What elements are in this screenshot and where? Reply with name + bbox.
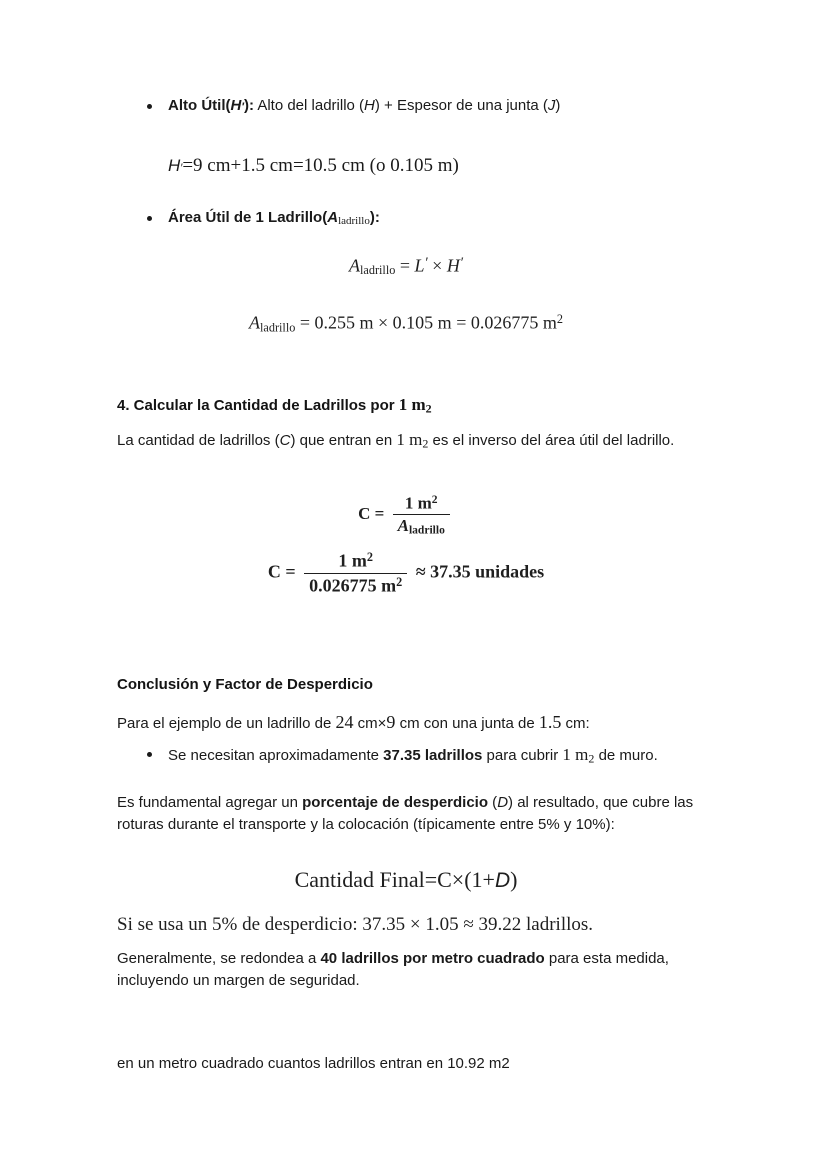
waste-paragraph (117, 792, 695, 836)
equation-cantidad-final (117, 867, 695, 893)
waste-bold: porcentaje de desperdicio (302, 794, 489, 811)
list-item (117, 743, 695, 768)
concl-intro-b: cm× (353, 715, 387, 732)
alto-util-prime: ′ (241, 101, 244, 113)
cantidad-final-b: ) (510, 867, 518, 892)
bullet-area-util (117, 207, 695, 230)
area-comp-equals-2: = (456, 312, 467, 333)
cantidad-final-a: Cantidad Final=C×(1+ (294, 867, 495, 892)
s4-para-math-sub: 2 (422, 436, 429, 451)
round-a: Generalmente, se redondea a (117, 950, 321, 967)
c-def-denominator (393, 515, 450, 537)
area-comp-value-1: 0.255 m (314, 312, 374, 333)
area-comp-value-2: 0.105 m (392, 312, 452, 333)
cantidad-final-var-d: D (494, 869, 511, 892)
concl-intro-m2: 9 (386, 712, 396, 732)
c-def-den-var: A (397, 516, 409, 536)
conclusion-heading: Conclusión y Factor de Desperdicio (117, 676, 373, 693)
equation-area-definition (117, 255, 695, 278)
alto-util-paren-open: ( (225, 97, 231, 114)
area-def-rhs-l: L (414, 255, 425, 276)
area-def-l-prime: ′ (424, 255, 428, 271)
section-4-heading-math: 1 m (398, 395, 426, 414)
c-comp-equals: = (285, 561, 296, 582)
c-def-numerator (393, 493, 450, 515)
area-util-paren-close: ): (369, 209, 380, 226)
alto-util-var-j: J (547, 97, 556, 114)
area-def-lhs-sub: ladrillo (360, 263, 396, 277)
c-def-den-sub: ladrillo (408, 523, 445, 537)
area-def-h-prime: ′ (459, 255, 463, 271)
c-comp-numerator (304, 550, 407, 574)
c-comp-den-exponent: 2 (396, 574, 403, 589)
area-util-variable: A (327, 209, 339, 226)
area-comp-result: 0.026775 m (470, 312, 557, 333)
concl-bullet-math-sub: 2 (588, 751, 595, 766)
c-comp-num-text: 1 m (338, 550, 367, 571)
area-comp-times: × (378, 312, 389, 333)
area-comp-result-exponent: 2 (556, 312, 563, 326)
h-prime-variable: H (168, 156, 181, 175)
waste-b: ( (488, 794, 498, 811)
waste-example-line: Si se usa un 5% de desperdicio: 37.35 × 1.05 ≈ 39.22 ladrillos. (117, 914, 594, 935)
alto-util-var-h: H (364, 97, 375, 114)
list-item (117, 207, 695, 230)
area-util-paren-open: ( (322, 209, 328, 226)
concl-bullet-bold: 37.35 ladrillos (383, 747, 483, 764)
rounding-paragraph (117, 948, 695, 992)
list-item (117, 95, 695, 116)
concl-intro-m1: 24 (335, 712, 354, 732)
alto-util-variable: H (230, 97, 242, 114)
area-comp-lhs: A (249, 312, 260, 333)
area-def-times: × (432, 255, 443, 276)
waste-c: ) al resultado, que cubre las roturas durante el transporte y la colocación (típicamente entre 5% y 10%): (117, 794, 694, 833)
c-def-lhs: C (358, 504, 371, 524)
c-def-num-exponent: 2 (431, 493, 438, 506)
s4-para-c: es el inverso del área útil del ladrillo. (428, 432, 675, 449)
alto-util-desc-c: ) (555, 97, 561, 114)
bullet-alto-util (117, 95, 695, 116)
alto-util-desc-a: Alto del ladrillo ( (253, 97, 365, 114)
alto-util-paren-close: ): (243, 97, 254, 114)
c-comp-den-text: 0.026775 m (309, 575, 397, 596)
c-comp-fraction (304, 550, 407, 597)
area-def-equals: = (399, 255, 410, 276)
round-b: para esta medida, incluyendo un margen de seguridad. (117, 950, 669, 989)
area-util-label: Área Útil de 1 Ladrillo (168, 209, 323, 226)
concl-bullet-math: 1 m (562, 745, 589, 764)
c-def-fraction (393, 493, 450, 538)
c-comp-num-exponent: 2 (366, 550, 373, 564)
s4-para-math: 1 m (396, 430, 423, 449)
c-comp-denominator (304, 574, 407, 597)
waste-var-d: D (497, 794, 509, 811)
concl-bullet-c: de muro. (594, 747, 658, 764)
bullet-list-conclusion (117, 743, 695, 768)
equation-h-prime-value (117, 155, 695, 177)
section-4-paragraph (117, 428, 695, 453)
concl-bullet-a: Se necesitan aproximadamente (168, 747, 384, 764)
area-comp-lhs-sub: ladrillo (260, 320, 296, 335)
user-query-line: en un metro cuadrado cuantos ladrillos entran en 10.92 m2 (117, 1055, 510, 1072)
equation-c-definition (117, 493, 695, 538)
section-4-heading-text: 4. Calcular la Cantidad de Ladrillos por (117, 397, 399, 414)
section-4-heading (117, 395, 695, 417)
area-def-lhs: A (349, 255, 360, 276)
concl-intro-c: cm con una junta de (395, 715, 539, 732)
c-def-num-text: 1 m (404, 493, 432, 513)
concl-intro-m3: 1.5 (538, 712, 562, 732)
c-comp-approx: ≈ (415, 561, 426, 582)
waste-a: Es fundamental agregar un (117, 794, 303, 811)
s4-para-a: La cantidad de ladrillos ( (117, 432, 280, 449)
conclusion-bullet-block (117, 743, 695, 768)
c-comp-lhs: C (267, 561, 281, 582)
c-comp-result: 37.35 unidades (430, 561, 545, 582)
concl-bullet-b: para cubrir (482, 747, 563, 764)
round-bold: 40 ladrillos por metro cuadrado (320, 950, 545, 967)
concl-intro-a: Para el ejemplo de un ladrillo de (117, 715, 336, 732)
c-def-equals: = (374, 504, 385, 524)
h-prime-body: =9 cm+1.5 cm=10.5 cm (o 0.105 m) (182, 155, 459, 176)
alto-util-desc-b: ) + Espesor de una junta ( (374, 97, 548, 114)
alto-util-label: Alto Útil (168, 97, 226, 114)
section-4-heading-math-sub: 2 (425, 401, 432, 416)
concl-intro-d: cm: (561, 715, 590, 732)
area-util-subscript: ladrillo (338, 215, 370, 227)
h-prime-mark: ′ (180, 162, 183, 174)
equation-c-computed (117, 550, 695, 597)
bullet-list-area (117, 207, 695, 230)
equation-area-computed (117, 312, 695, 335)
area-comp-equals-1: = (299, 312, 310, 333)
conclusion-intro (117, 709, 695, 735)
s4-para-b: ) que entran en (290, 432, 397, 449)
bullet-list-dimensions (117, 95, 695, 116)
s4-var-c: C (279, 432, 291, 449)
area-def-rhs-h: H (446, 255, 460, 276)
